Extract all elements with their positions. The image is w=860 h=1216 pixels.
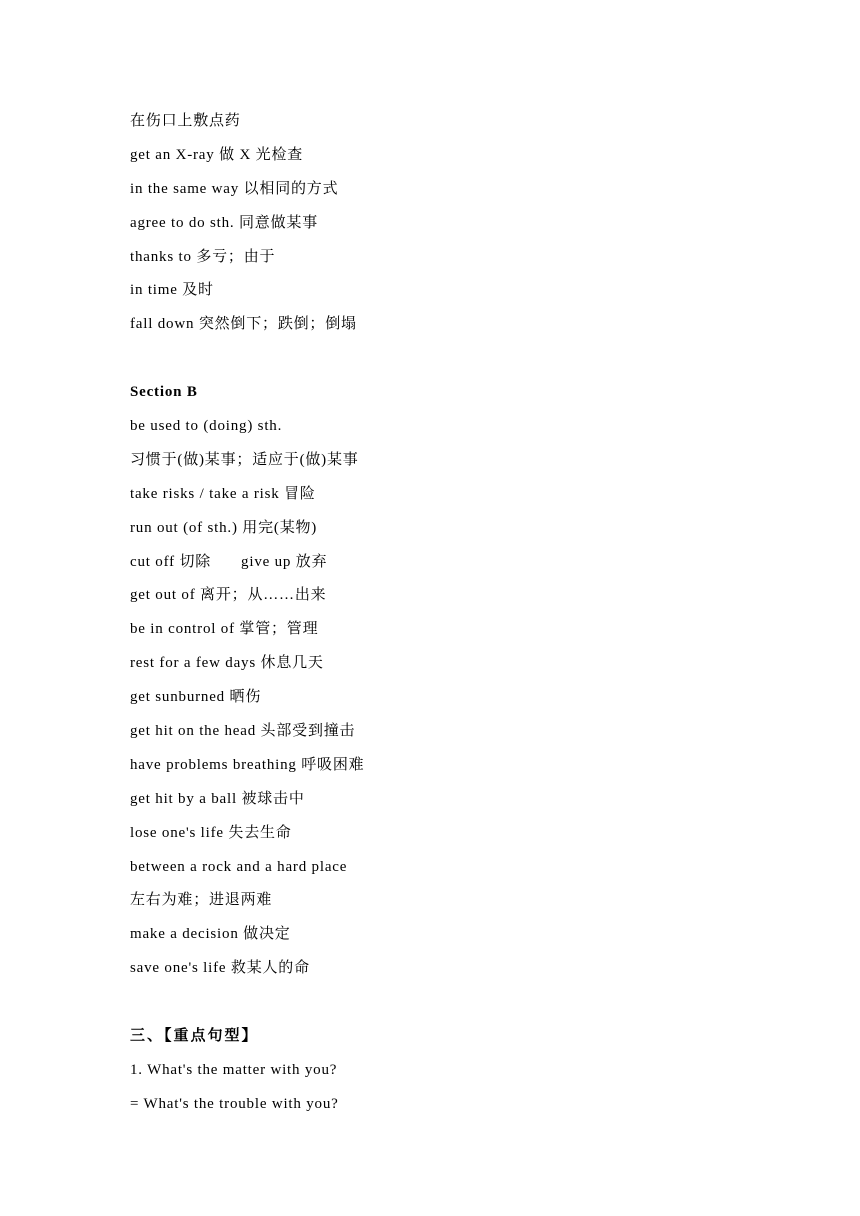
phrase-line: in time 及时	[130, 282, 214, 299]
sentence-line: 1. What's the matter with you?	[130, 1061, 338, 1078]
phrase-part: cut off 切除	[130, 553, 212, 570]
phrase-line: get hit on the head 头部受到撞击	[130, 723, 356, 740]
section-3-heading: 三、【重点句型】	[130, 1028, 259, 1045]
phrase-line: 在伤口上敷点药	[130, 113, 241, 129]
phrase-line: get out of 离开；从……出来	[130, 587, 327, 604]
phrase-line: get hit by a ball 被球击中	[130, 790, 305, 807]
phrase-line: thanks to 多亏；由于	[130, 248, 276, 265]
sentence-line: = What's the trouble with you?	[130, 1095, 339, 1112]
phrase-line: make a decision 做决定	[130, 926, 291, 943]
phrase-line-pair	[130, 549, 770, 583]
phrase-line: 左右为难；进退两难	[130, 892, 273, 909]
phrase-line: take risks / take a risk 冒险	[130, 485, 316, 502]
phrase-line: rest for a few days 休息几天	[130, 655, 324, 672]
phrase-line: agree to do sth. 同意做某事	[130, 214, 318, 231]
phrase-line: fall down 突然倒下；跌倒；倒塌	[130, 316, 357, 333]
phrase-line: get an X-ray 做 X 光检查	[130, 146, 304, 163]
section-b-heading: Section B	[130, 384, 198, 401]
phrase-line: save one's life 救某人的命	[130, 960, 310, 977]
phrase-line: get sunburned 晒伤	[130, 689, 262, 706]
phrase-line: in the same way 以相同的方式	[130, 180, 339, 197]
phrase-line: have problems breathing 呼吸困难	[130, 756, 365, 773]
spacer	[130, 989, 770, 1023]
spacer	[130, 345, 770, 379]
phrase-line: lose one's life 失去生命	[130, 824, 292, 841]
document-page	[130, 108, 770, 1125]
phrase-line: 习惯于(做)某事；适应于(做)某事	[130, 451, 359, 468]
phrase-line: be used to (doing) sth.	[130, 418, 283, 435]
phrase-line: between a rock and a hard place	[130, 858, 348, 875]
phrase-part: give up 放弃	[241, 553, 328, 570]
phrase-line: be in control of 掌管；管理	[130, 621, 319, 638]
phrase-line: run out (of sth.) 用完(某物)	[130, 519, 318, 536]
